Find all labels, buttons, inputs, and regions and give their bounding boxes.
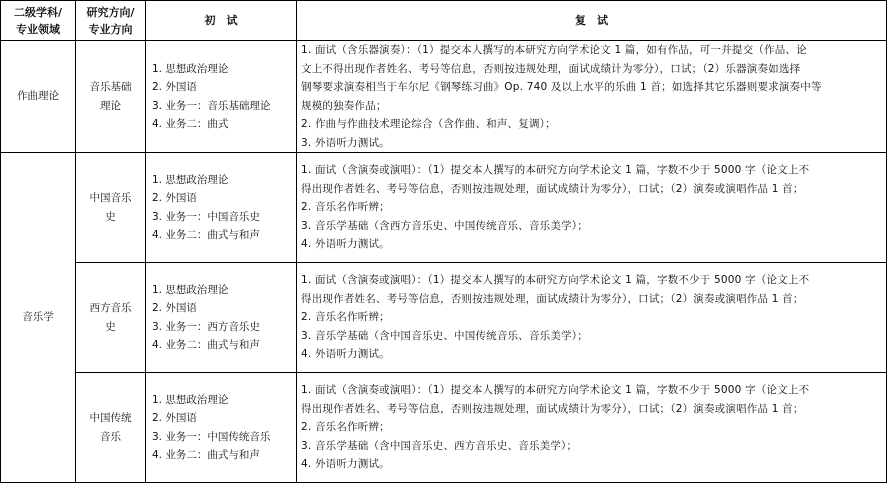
table-row xyxy=(1,41,887,153)
retest-line: 3. 音乐学基础（含中国音乐史、中国传统音乐、音乐美学）； xyxy=(301,329,588,342)
retest-cell xyxy=(297,373,887,483)
initial-exam-item: 1. 思想政治理论 xyxy=(152,393,229,406)
retest-line: 得出现作者姓名、考号等信息，否则按违规处理，面试成绩计为零分），口试；（2）演奏或演唱作品 1 首； xyxy=(301,402,804,415)
header-direction xyxy=(76,1,146,41)
retest-line: 规模的独奏作品； xyxy=(301,99,387,112)
table-row xyxy=(1,153,887,263)
direction-cell xyxy=(76,263,146,373)
retest-line: 1. 面试（含演奏或演唱）：（1）提交本人撰写的本研究方向学术论文 1 篇，字数不少于 5000 字（论文上不 xyxy=(301,384,810,397)
direction-cell xyxy=(76,41,146,153)
initial-exam-item: 4. 业务二：曲式与和声 xyxy=(152,339,260,351)
retest-line: 得出现作者姓名、考号等信息，否则按违规处理，面试成绩计为零分），口试；（2）演奏或演唱作品 1 首； xyxy=(301,292,804,305)
retest-line: 1. 面试（含演奏或演唱）：（1）提交本人撰写的本研究方向学术论文 1 篇，字数不少于 5000 字（论文上不 xyxy=(301,274,810,287)
direction-name: 中国传统音乐 xyxy=(89,411,132,443)
retest-line: 2. 音乐名作听辨； xyxy=(301,421,390,434)
initial-exam-item: 4. 业务二：曲式 xyxy=(152,118,229,130)
retest-line: 1. 面试（含演奏或演唱）：（1）提交本人撰写的本研究方向学术论文 1 篇，字数不少于 5000 字（论文上不 xyxy=(301,164,810,177)
retest-line: 3. 外语听力测试。 xyxy=(301,136,390,149)
header-direction-line1: 研究方向/ xyxy=(86,5,135,19)
retest-line: 得出现作者姓名、考号等信息，否则按违规处理，面试成绩计为零分），口试；（2）演奏或演唱作品 1 首； xyxy=(301,182,804,195)
header-direction-line2: 专业方向 xyxy=(88,22,133,36)
retest-line: 3. 音乐学基础（含中国音乐史、西方音乐史、音乐美学）； xyxy=(301,439,578,452)
initial-exam-item: 3. 业务一：中国传统音乐 xyxy=(152,430,271,443)
initial-exam-item: 3. 业务一：西方音乐史 xyxy=(152,320,260,333)
retest-line: 文上不得出现作者姓名、考号等信息，否则按违规处理，面试成绩计为零分），口试；（2）乐器演奏如选择 xyxy=(301,62,801,75)
initial-exam-item: 3. 业务一：音乐基础理论 xyxy=(152,99,271,112)
initial-exam-item: 2. 外国语 xyxy=(152,302,197,314)
header-discipline-line1: 二级学科/ xyxy=(13,5,63,19)
initial-exam-cell xyxy=(146,41,297,153)
direction-name: 西方音乐史 xyxy=(89,301,132,333)
initial-exam-item: 4. 业务二：曲式与和声 xyxy=(152,229,260,241)
retest-line: 2. 作曲与作曲技术理论综合（含作曲、和声、复调）； xyxy=(301,118,556,130)
header-retest: 复 试 xyxy=(297,1,887,41)
table-row xyxy=(1,263,887,373)
initial-exam-item: 1. 思想政治理论 xyxy=(152,62,229,75)
retest-line: 2. 音乐名作听辨； xyxy=(301,311,390,324)
discipline-cell: 音乐学 xyxy=(1,153,76,483)
table-row xyxy=(1,373,887,483)
initial-exam-cell xyxy=(146,153,297,263)
header-row xyxy=(1,1,887,41)
discipline-cell: 作曲理论 xyxy=(1,41,76,153)
initial-exam-item: 1. 思想政治理论 xyxy=(152,173,229,186)
initial-exam-item: 2. 外国语 xyxy=(152,412,197,424)
retest-line: 4. 外语听力测试。 xyxy=(301,458,390,471)
initial-exam-item: 1. 思想政治理论 xyxy=(152,283,229,296)
header-discipline-line2: 专业领域 xyxy=(16,22,60,36)
direction-name: 中国音乐史 xyxy=(89,191,132,223)
initial-exam-cell xyxy=(146,373,297,483)
retest-cell xyxy=(297,263,887,373)
initial-exam-item: 2. 外国语 xyxy=(152,192,197,204)
retest-line: 4. 外语听力测试。 xyxy=(301,238,390,251)
retest-line: 钢琴要求演奏相当于车尔尼《钢琴练习曲》Op. 740 及以上水平的乐曲 1 首；如选择其它乐器则要求演奏中等 xyxy=(301,81,822,93)
direction-cell xyxy=(76,153,146,263)
header-discipline xyxy=(1,1,76,41)
direction-name: 音乐基础理论 xyxy=(89,80,132,112)
initial-exam-item: 4. 业务二：曲式与和声 xyxy=(152,449,260,461)
header-initial-exam: 初 试 xyxy=(146,1,297,41)
retest-line: 3. 音乐学基础（含西方音乐史、中国传统音乐、音乐美学）； xyxy=(301,219,588,232)
retest-line: 2. 音乐名作听辨； xyxy=(301,201,390,214)
retest-line: 1. 面试（含乐器演奏）：（1）提交本人撰写的本研究方向学术论文 1 篇，如有作品，可一并提交（作品、论 xyxy=(301,44,807,56)
initial-exam-item: 2. 外国语 xyxy=(152,81,197,93)
retest-cell xyxy=(297,41,887,153)
initial-exam-cell xyxy=(146,263,297,373)
direction-cell xyxy=(76,373,146,483)
retest-cell xyxy=(297,153,887,263)
retest-line: 4. 外语听力测试。 xyxy=(301,348,390,361)
initial-exam-item: 3. 业务一：中国音乐史 xyxy=(152,210,260,223)
